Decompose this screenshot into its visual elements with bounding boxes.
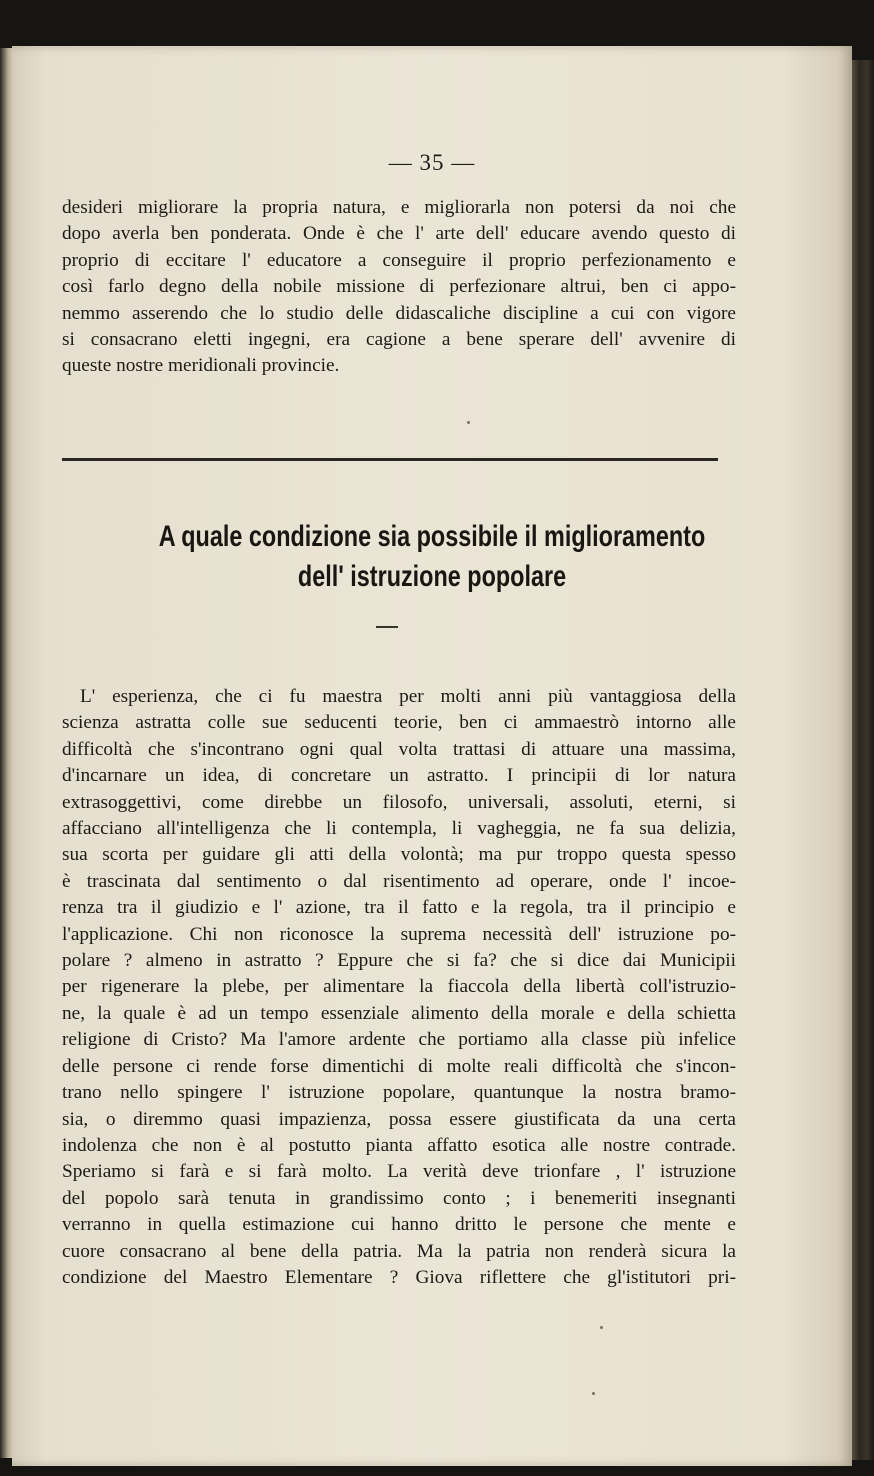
text-line: indolenza che non è al postutto pianta affatto esotica alle nostre contrade. (62, 1134, 736, 1156)
text-line: dopo averla ben ponderata. Onde è che l' arte dell' educare avendo questo di (62, 223, 736, 245)
paper-speck (592, 1392, 595, 1395)
text-line: l'applicazione. Chi non riconosce la suprema necessità dell' istruzione po- (62, 923, 736, 945)
text-line: proprio di eccitare l' educatore a conseguire il proprio perfezionamento e (62, 249, 736, 271)
text-line: cuore consacrano al bene della patria. Ma la patria non renderà sicura la (62, 1240, 736, 1262)
text-line: così farlo degno della nobile missione di perfezionare altrui, ben ci appo- (62, 276, 736, 298)
text-line: polare ? almeno in astratto ? Eppure che si fa? che si dice dai Municipii (62, 950, 736, 972)
continued-paragraph (62, 195, 736, 380)
text-line: queste nostre meridionali provincie. (62, 355, 340, 377)
title-ornament-dash (376, 626, 398, 628)
text-line: condizione del Maestro Elementare ? Giova riflettere che gl'istitutori pri- (62, 1266, 736, 1288)
text-line: scienza astratta colle sue seducenti teorie, ben ci ammaestrò intorno alle (62, 712, 736, 734)
text-line: per rigenerare la plebe, per alimentare la fiaccola della libertà coll'istruzio- (62, 976, 736, 998)
text-line: difficoltà che s'incontrano ogni qual volta trattasi di attuare una massima, (62, 738, 736, 760)
text-line: verranno in quella estimazione cui hanno dritto le persone che mente e (62, 1214, 736, 1236)
section-title-line-1: A quale condizione sia possibile il miglioramento (158, 520, 706, 553)
text-line: nemmo asserendo che lo studio delle didascaliche discipline a cui con vigore (62, 302, 736, 324)
text-line: d'incarnare un idea, di concretare un astratto. I principii di lor natura (62, 765, 736, 787)
text-line: extrasoggettivi, come direbbe un filosofo, universali, assoluti, eterni, si (62, 791, 736, 813)
text-line: religione di Cristo? Ma l'amore ardente che portiamo alla classe più infelice (62, 1029, 736, 1051)
text-line: L' esperienza, che ci fu maestra per molti anni più vantaggiosa della (80, 686, 736, 707)
text-line: è trascinata dal sentimento o dal risentimento ad operare, onde l' incoe- (62, 870, 736, 892)
text-line: ne, la quale è ad un tempo essenziale alimento della morale e della schietta (62, 1002, 736, 1024)
text-line: sia, o diremmo quasi impazienza, possa essere giustificata da una certa (62, 1108, 736, 1130)
section-divider-rule (62, 458, 718, 461)
text-line: del popolo sarà tenuta in grandissimo conto ; i benemeriti insegnanti (62, 1187, 736, 1209)
paper-speck (600, 1326, 603, 1329)
text-line: delle persone ci rende forse dimentichi di molte reali difficoltà che s'incon- (62, 1055, 736, 1077)
book-spine-edge (850, 60, 874, 1460)
page-number: — 35 — (388, 150, 476, 175)
text-line: Speriamo si farà e si farà molto. La verità deve trionfare , l' istruzione (62, 1161, 736, 1183)
text-line: trano nello spingere l' istruzione popolare, quantunque la nostra bramo- (62, 1082, 736, 1104)
book-page (12, 46, 852, 1466)
section-title-line-2: dell' istruzione popolare (297, 560, 567, 593)
section-paragraph (62, 684, 736, 1291)
paper-speck (467, 421, 470, 424)
text-line: si consacrano eletti ingegni, era cagione a bene sperare dell' avvenire di (62, 329, 736, 351)
text-line: desideri migliorare la propria natura, e migliorarla non potersi da noi che (62, 197, 736, 218)
text-line: affacciano all'intelligenza che li contempla, li vagheggia, ne fa sua delizia, (62, 818, 736, 840)
text-line: sua scorta per guidare gli atti della volontà; ma pur troppo questa spesso (62, 844, 736, 866)
text-line: renza tra il giudizio e l' azione, tra il fatto e la regola, tra il principio e (62, 897, 736, 919)
